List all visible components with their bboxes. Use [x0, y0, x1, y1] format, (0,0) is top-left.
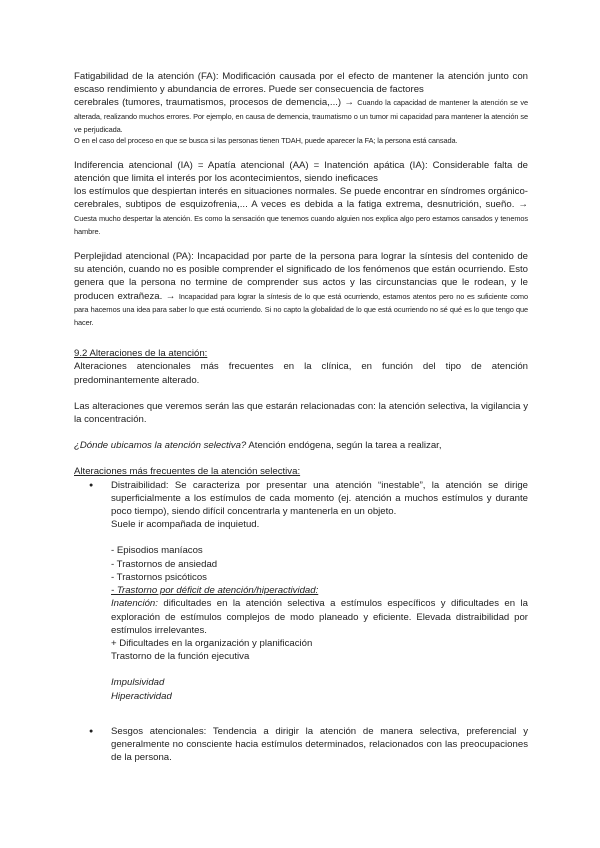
pa-text: Perplejidad atencional (PA): Incapacidad por parte de la persona para lograr la síntesis del contenido de su atención, cuando no es posible comprender el significado de los fenómenos que están ocurriendo. Esto genera que la persona no termine de comprender sus actos y las circunstancias que le rodean, y le producen extrañeza. → [74, 251, 528, 302]
distr-text: ● Distraibilidad: Se caracteriza por presentar una atención “inestable”, la atención se dirige superficialmente a los estímulos de cada momento (ej. atención a muchos estímulos y durante poco tiempo), siendo difícil concentrarla y mantenerla en un objeto. [111, 479, 528, 518]
plus-line: + Dificultades en la organización y planificación [111, 637, 313, 649]
inatencion-label: Inatención: [111, 598, 158, 610]
list-item: - Episodios maníacos [111, 545, 203, 557]
inatencion-text: dificultades en la atención selectiva a estímulos específicos y dificultades en la exploración de estímulos complejos de modo planeado y eficiente. Elevada distraibilidad por estímulos irrelevantes. [111, 598, 528, 636]
document-page [74, 70, 528, 764]
perplejidad-block [74, 250, 528, 329]
ia-line2-text: los estímulos que despiertan interés en situaciones normales. Se puede encontrar en síndromes orgánico-cerebrales, subtipos de esquizofrenia,... A veces es debida a la fatiga extrema, desnutrición, sueño. → [74, 186, 528, 211]
hiperactividad-line: Hiperactividad [111, 690, 172, 702]
fa-line1: Fatigabilidad de la atención (FA): Modificación causada por el efecto de mantener la atención junto con escaso rendimiento y abundancia de errores. Puede ser consecuencia de factores [74, 71, 528, 96]
list-item: - Trastornos de ansiedad [111, 558, 218, 570]
list-item: - Trastornos psicóticos [111, 571, 207, 583]
ia-line1: Indiferencia atencional (IA) = Apatía atencional (AA) = Inatención apática (IA): Considerable falta de atención que limita el interés por los acontecimientos, siendo ineficaces [74, 159, 528, 185]
section-para2: Las alteraciones que veremos serán las que estarán relacionadas con: la atención selectiva, la vigilancia y la concentración. [74, 400, 528, 426]
section-intro: Alteraciones atencionales más frecuentes en la clínica, en función del tipo de atención predominantemente alterado. [74, 361, 528, 386]
section-answer: Atención endógena, según la tarea a realizar, [246, 440, 442, 452]
selective-list [74, 479, 528, 765]
list-item-tdah: - Trastorno por déficit de atención/hiperactividad: [111, 585, 319, 597]
pa-note: Incapacidad para lograr la síntesis de lo que está ocurriendo, estamos atentos pero no es suficiente como para hacernos una idea para saber lo que está ocurriendo. Si no capto la globalidad de lo que está ocurriendo no sé qué es lo que tengo que hacer. [74, 291, 528, 328]
section-question-line [74, 439, 528, 452]
list-item-distraibilidad [74, 479, 528, 725]
selective-heading: Alteraciones más frecuentes de la atención selectiva: [74, 466, 301, 478]
fa-note: O en el caso del proceso en que se busca si las personas tienen TDAH, puede aparecer la FA; la persona está cansada. [74, 136, 458, 146]
fa-line2-text: cerebrales (tumores, traumatismos, procesos de demencia,...) → [74, 97, 358, 109]
section-question: ¿Dónde ubicamos la atención selectiva? [74, 440, 247, 452]
pa-paragraph [74, 250, 528, 329]
impulsividad-line: Impulsividad [111, 677, 165, 689]
exec-line: Trastorno de la función ejecutiva [111, 651, 250, 663]
inatencion-paragraph [111, 597, 528, 637]
fatigabilidad-block [74, 70, 528, 147]
list-item-sesgos [74, 725, 528, 765]
indiferencia-block [74, 159, 528, 238]
distr-subitems [111, 544, 528, 597]
fa-line2-note: Cuando la capacidad de mantener la atención se ve alterada, realizando muchos errores. Por ejemplo, en causa de demencia, traumatismo o un tumor mi capacidad para mantener la atención se ve perjudicada. [74, 98, 528, 134]
ia-line2 [74, 185, 528, 238]
ia-line2-note: Cuesta mucho despertar la atención. Es como la sensación que tenemos cuando alguien nos explica algo pero estamos cansados y tenemos hambre. [74, 213, 528, 236]
sesgos-text: ● Sesgos atencionales: Tendencia a dirigir la atención de manera selectiva, preferencial y generalmente no consciente hacia estímulos determinados, relacionados con las preocupaciones de la persona. [111, 725, 528, 764]
distr-accomp: Suele ir acompañada de inquietud. [111, 519, 260, 531]
section-heading: 9.2 Alteraciones de la atención: [74, 348, 208, 360]
fa-line2 [74, 96, 528, 136]
